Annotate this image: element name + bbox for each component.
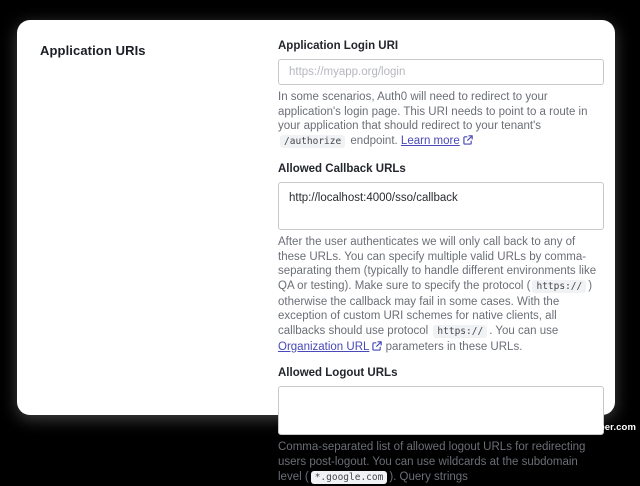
inline-code-chip: /authorize	[280, 135, 345, 148]
xnapper-watermark: Screenshot by Xnapper.com	[505, 422, 636, 433]
inline-code-chip: https://	[532, 280, 586, 293]
organization-url-link[interactable]: Organization URL	[278, 340, 370, 353]
login-uri-help: In some scenarios, Auth0 will need to redirect to your application's login page. This URI needs to point to a route in your application that should redirect to your tenant's /authorize endpoint. Learn more	[278, 91, 588, 148]
callback-urls-help: After the user authenticates we will only call back to any of these URLs. You can specify multiple valid URLs by comma-separating them (typically to handle different environments like QA or testing). Make sure to specify the protocol ( https:// ) otherwise the callback may fail in some cases. With the exception of custom URI schemes for native clients, all callbacks should use protocol https:// . You can use Organization URL parameters in these URLs.	[278, 235, 597, 353]
logout-urls-help: Comma-separated list of allowed logout URLs for redirecting users post-logout. You can use wildcards at the subdomain level ( *.google.com ). Query strings	[278, 441, 586, 483]
learn-more-link[interactable]: Learn more	[400, 135, 460, 148]
callback-urls-textarea[interactable]	[278, 182, 604, 230]
login-uri-label: Application Login URI	[278, 40, 399, 52]
callback-urls-label: Allowed Callback URLs	[278, 162, 406, 175]
logout-urls-label: Allowed Logout URLs	[278, 367, 398, 380]
inline-code-chip: https://	[433, 325, 487, 338]
section-header	[40, 43, 265, 58]
application-uris-form	[278, 40, 604, 486]
login-uri-input[interactable]	[278, 59, 604, 85]
section-title: Application URIs	[40, 43, 146, 58]
external-link-icon	[463, 135, 473, 145]
external-link-icon	[372, 341, 382, 351]
inline-code-chip: *.google.com	[311, 471, 388, 484]
